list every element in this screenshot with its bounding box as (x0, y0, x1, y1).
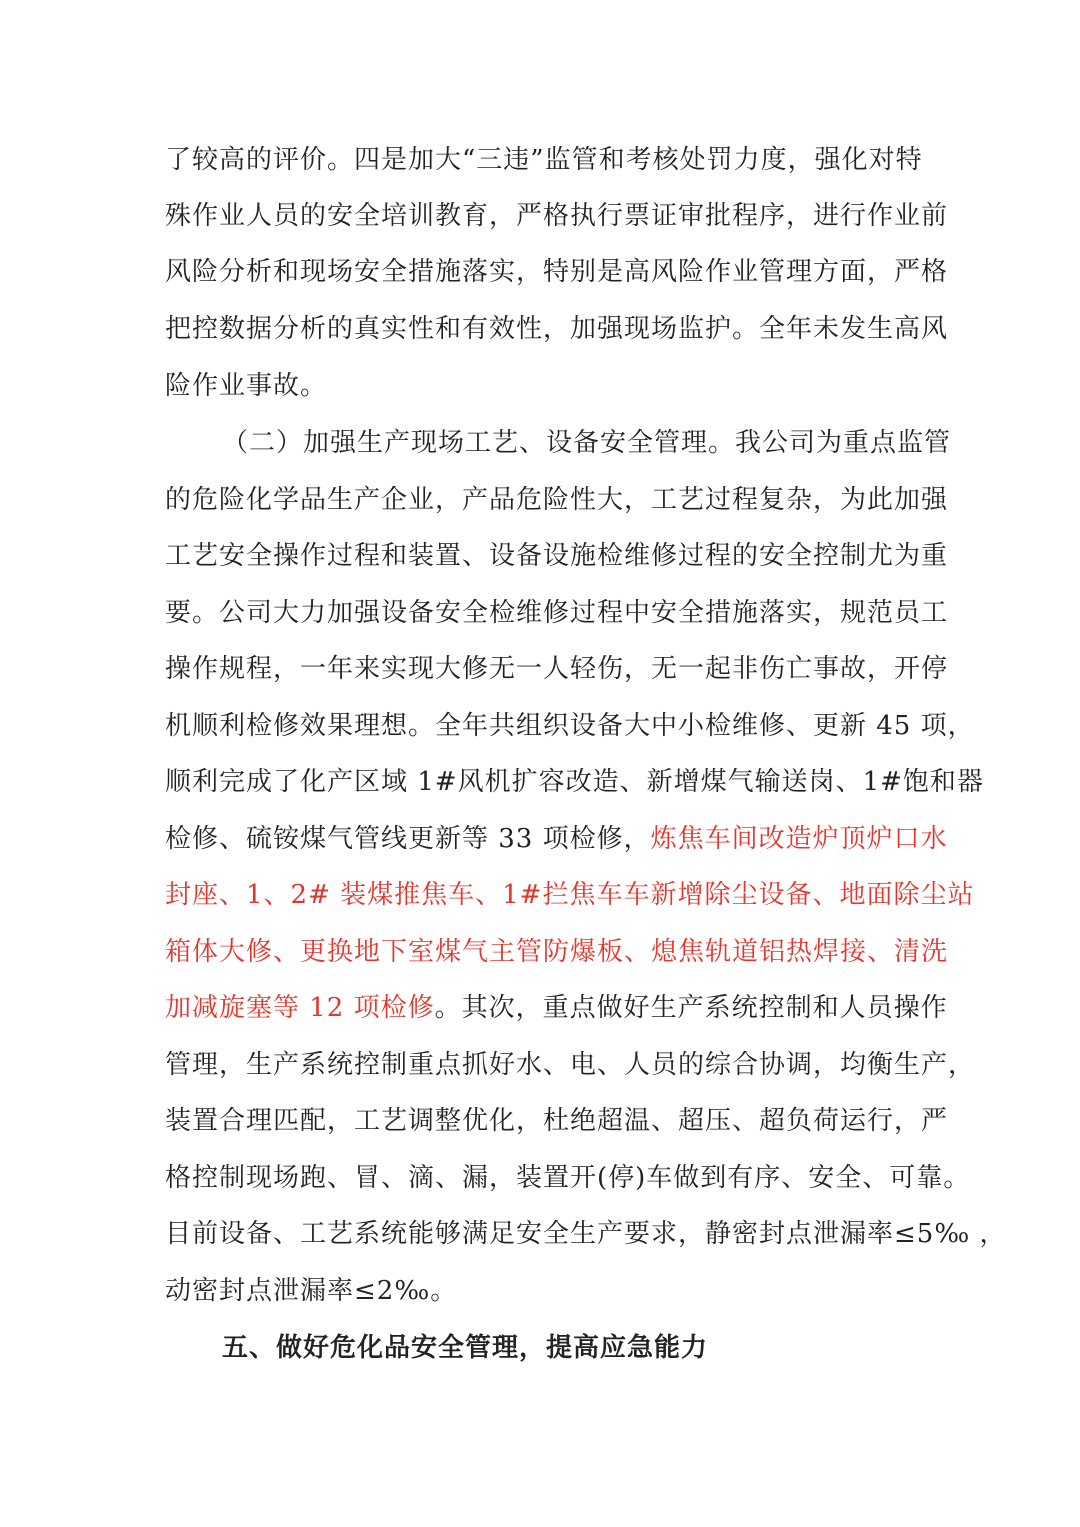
paragraph-line: 顺利完成了化产区域 1#风机扩容改造、新增煤气输送岗、1#饱和器 (165, 767, 984, 797)
paragraph-line: 工艺安全操作过程和装置、设备设施检维修过程的安全控制尤为重 (165, 541, 949, 571)
paragraph-line: 操作规程，一年来实现大修无一人轻伤，无一起非伤亡事故，开停 (165, 654, 949, 684)
paragraph-line-mixed (165, 819, 948, 859)
plain-text: 。其次，重点做好生产系统控制和人员操作 (434, 993, 948, 1023)
paragraph-line: 的危险化学品生产企业，产品危险性大，工艺过程复杂，为此加强 (165, 485, 949, 515)
highlighted-text: 炼焦车间改造炉顶炉口水 (650, 824, 948, 854)
paragraph-line: 把控数据分析的真实性和有效性，加强现场监护。全年未发生高风 (165, 314, 949, 344)
paragraph-line: 目前设备、工艺系统能够满足安全生产要求，静密封点泄漏率≤5‰ ， (165, 1219, 1007, 1249)
highlighted-line: 封座、1、2# 装煤推焦车、1#拦焦车车新增除尘设备、地面除尘站 (165, 880, 975, 910)
paragraph-line: 了较高的评价。四是加大“三违”监管和考核处罚力度，强化对特 (165, 145, 923, 175)
paragraph-line: （二）加强生产现场工艺、设备安全管理。我公司为重点监管 (222, 428, 952, 458)
paragraph-line-mixed (165, 988, 948, 1028)
paragraph-line: 险作业事故。 (165, 371, 328, 401)
paragraph-line: 格控制现场跑、冒、滴、漏，装置开(停)车做到有序、安全、可靠。 (165, 1163, 971, 1193)
plain-text: 检修、硫铵煤气管线更新等 33 项检修， (165, 824, 651, 854)
paragraph-line: 装置合理匹配，工艺调整优化，杜绝超温、超压、超负荷运行，严 (165, 1106, 949, 1136)
highlighted-line: 箱体大修、更换地下室煤气主管防爆板、熄焦轨道铝热焊接、清洗 (165, 937, 949, 967)
highlighted-text: 加减旋塞等 12 项检修 (165, 993, 435, 1023)
paragraph-line: 风险分析和现场安全措施落实，特别是高风险作业管理方面，严格 (165, 257, 949, 287)
paragraph-line: 动密封点泄漏率≤2‰。 (165, 1276, 458, 1306)
paragraph-line: 机顺利检修效果理想。全年共组织设备大中小检维修、更新 45 项， (165, 711, 975, 741)
paragraph-line: 管理，生产系统控制重点抓好水、电、人员的综合协调，均衡生产， (165, 1050, 976, 1080)
paragraph-line: 殊作业人员的安全培训教育，严格执行票证审批程序，进行作业前 (165, 201, 949, 231)
section-heading: 五、做好危化品安全管理，提高应急能力 (222, 1333, 709, 1363)
paragraph-line: 要。公司大力加强设备安全检维修过程中安全措施落实，规范员工 (165, 598, 949, 628)
